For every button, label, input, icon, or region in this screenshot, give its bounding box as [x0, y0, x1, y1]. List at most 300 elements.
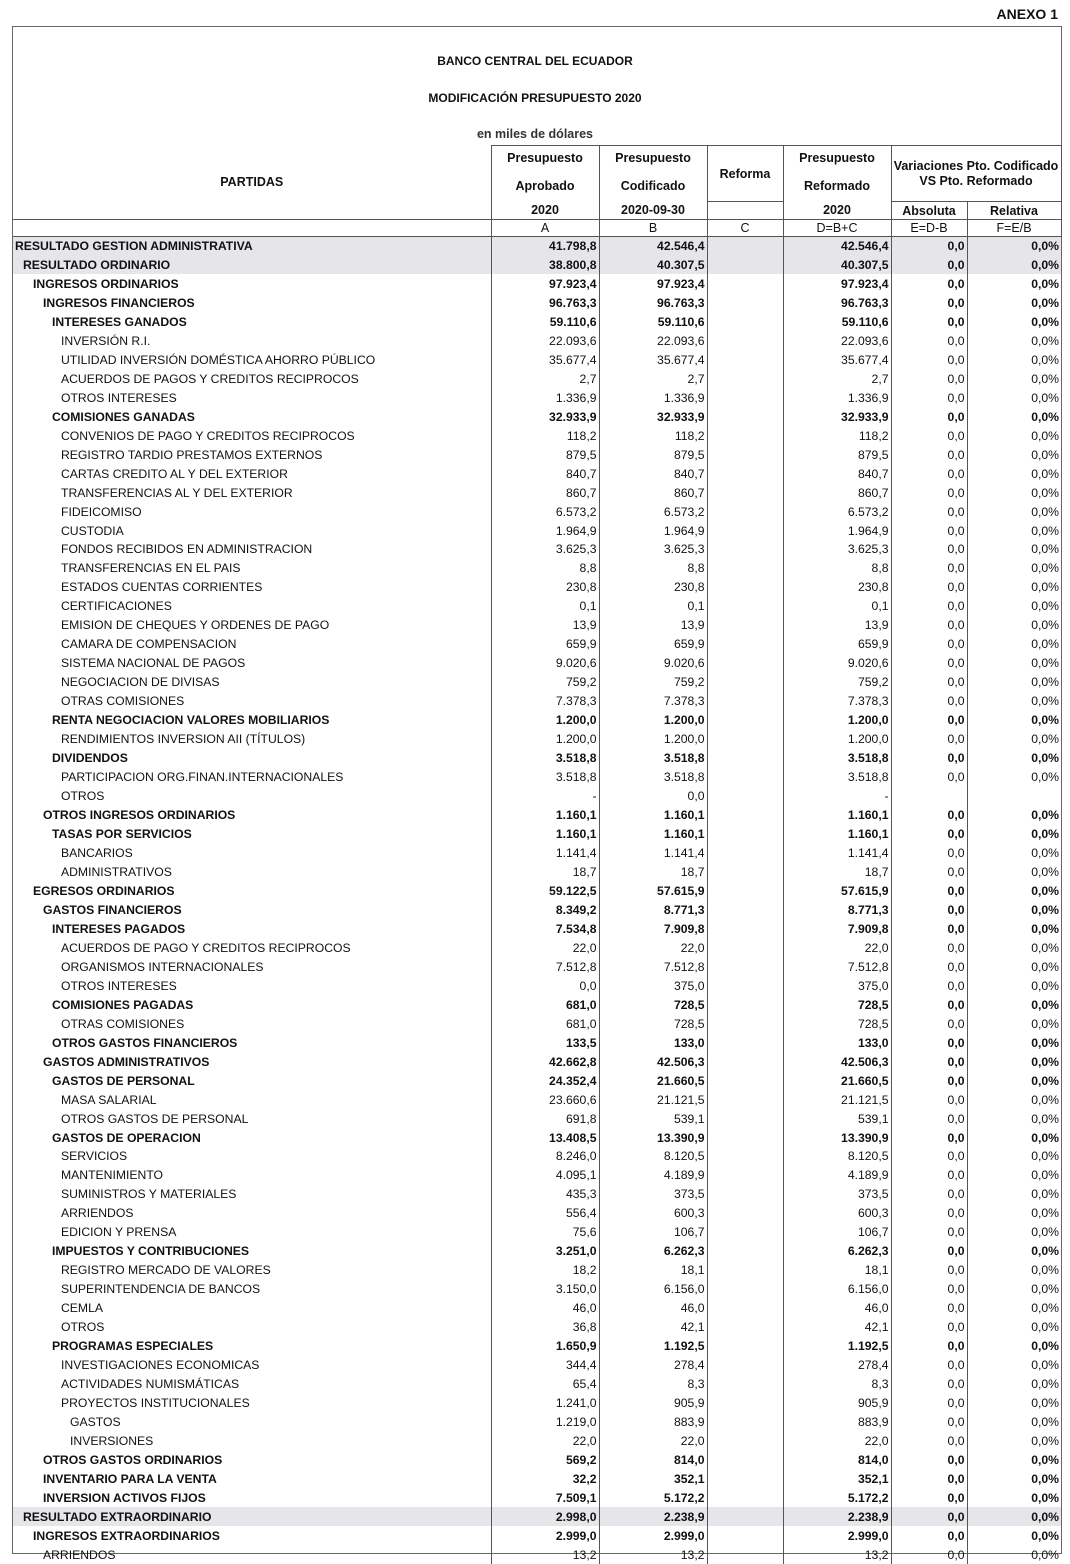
row-label: OTROS INTERESES [61, 978, 177, 993]
table-row [13, 844, 1061, 863]
cell-e: 0,0 [891, 919, 967, 938]
row-label: ESTADOS CUENTAS CORRIENTES [61, 580, 263, 595]
row-label: SERVICIOS [61, 1149, 128, 1164]
cell-b: 5.172,2 [599, 1488, 707, 1507]
cell-d: 0,1 [783, 597, 891, 616]
table-row [13, 407, 1061, 426]
cell-e: 0,0 [891, 673, 967, 692]
cell-c [707, 1052, 783, 1071]
row-label: INVERSIONES [70, 1434, 154, 1449]
cell-f: 0,0% [967, 806, 1061, 825]
table-row [13, 730, 1061, 749]
cell-c [707, 1337, 783, 1356]
cell-d: 13,2 [783, 1545, 891, 1564]
cell-e: 0,0 [891, 274, 967, 293]
table-row [13, 237, 1061, 256]
cell-f: 0,0% [967, 1356, 1061, 1375]
table-row [13, 900, 1061, 919]
cell-a: 7.512,8 [491, 957, 599, 976]
cell-a: 569,2 [491, 1451, 599, 1470]
cell-c [707, 711, 783, 730]
cell-d: 8,3 [783, 1375, 891, 1394]
cell-f: 0,0% [967, 1469, 1061, 1488]
cell-e: 0,0 [891, 1261, 967, 1280]
table-row [13, 483, 1061, 502]
row-label: OTROS INTERESES [61, 390, 177, 405]
cell-f: 0,0% [967, 521, 1061, 540]
cell-f: 0,0% [967, 1071, 1061, 1090]
header-d-mid: Reformado [783, 170, 891, 202]
row-label: CEMLA [61, 1301, 103, 1316]
row-label: BANCARIOS [61, 845, 133, 860]
row-label: INTERESES PAGADOS [52, 921, 186, 936]
cell-a: 18,2 [491, 1261, 599, 1280]
cell-a: 18,7 [491, 862, 599, 881]
cell-b: 8,3 [599, 1375, 707, 1394]
table-row [13, 1299, 1061, 1318]
cell-a: 1.650,9 [491, 1337, 599, 1356]
header-reforma: Reforma [707, 146, 783, 202]
cell-e: 0,0 [891, 900, 967, 919]
cell-f: 0,0% [967, 1432, 1061, 1451]
row-label: OTROS [61, 789, 105, 804]
table-header [13, 146, 1061, 237]
cell-a: 879,5 [491, 445, 599, 464]
cell-e: 0,0 [891, 1052, 967, 1071]
cell-e: 0,0 [891, 844, 967, 863]
table-row [13, 881, 1061, 900]
cell-d: 18,1 [783, 1261, 891, 1280]
cell-a: 32,2 [491, 1469, 599, 1488]
cell-e: 0,0 [891, 1432, 967, 1451]
cell-a: 8.349,2 [491, 900, 599, 919]
cell-b: 133,0 [599, 1033, 707, 1052]
cell-b: 373,5 [599, 1185, 707, 1204]
cell-c [707, 559, 783, 578]
cell-e: 0,0 [891, 825, 967, 844]
header-b-mid: Codificado [599, 170, 707, 202]
cell-a: 65,4 [491, 1375, 599, 1394]
cell-c [707, 274, 783, 293]
row-label: ACTIVIDADES NUMISMÁTICAS [61, 1377, 240, 1392]
cell-a: 1.160,1 [491, 806, 599, 825]
cell-e: 0,0 [891, 1128, 967, 1147]
table-row [13, 1469, 1061, 1488]
cell-e: 0,0 [891, 730, 967, 749]
cell-b: 42.546,4 [599, 237, 707, 256]
header-a-year: 2020 [491, 202, 599, 220]
cell-e: 0,0 [891, 578, 967, 597]
table-row [13, 331, 1061, 350]
cell-d: 7.909,8 [783, 919, 891, 938]
table-body [13, 237, 1061, 1564]
header-a-key: A [491, 220, 599, 237]
cell-b: 8.771,3 [599, 900, 707, 919]
cell-b: 1.141,4 [599, 844, 707, 863]
cell-c [707, 1451, 783, 1470]
cell-f: 0,0% [967, 1204, 1061, 1223]
cell-d: 40.307,5 [783, 255, 891, 274]
row-label: FIDEICOMISO [61, 504, 142, 519]
cell-c [707, 1242, 783, 1261]
cell-f: 0,0% [967, 1128, 1061, 1147]
cell-a: 96.763,3 [491, 293, 599, 312]
cell-a: 7.534,8 [491, 919, 599, 938]
cell-c [707, 483, 783, 502]
cell-c [707, 787, 783, 806]
table-row [13, 1261, 1061, 1280]
header-a-mid: Aprobado [491, 170, 599, 202]
cell-a: 6.573,2 [491, 502, 599, 521]
row-label: FONDOS RECIBIDOS EN ADMINISTRACION [61, 542, 313, 557]
cell-d: 22,0 [783, 938, 891, 957]
cell-e: 0,0 [891, 502, 967, 521]
cell-b: 32.933,9 [599, 407, 707, 426]
table-row [13, 578, 1061, 597]
cell-c [707, 464, 783, 483]
table-row [13, 749, 1061, 768]
cell-d: 814,0 [783, 1451, 891, 1470]
header-c-blank [707, 202, 783, 220]
cell-d: 3.518,8 [783, 768, 891, 787]
cell-f: 0,0% [967, 995, 1061, 1014]
cell-d: 759,2 [783, 673, 891, 692]
cell-a: 13.408,5 [491, 1128, 599, 1147]
row-label: SUPERINTENDENCIA DE BANCOS [61, 1282, 261, 1297]
table-row [13, 1147, 1061, 1166]
row-label: IMPUESTOS Y CONTRIBUCIONES [52, 1244, 250, 1259]
header-b-year: 2020-09-30 [599, 202, 707, 220]
cell-e: 0,0 [891, 293, 967, 312]
cell-d: 659,9 [783, 635, 891, 654]
cell-a: 1.141,4 [491, 844, 599, 863]
cell-d: 840,7 [783, 464, 891, 483]
cell-a: 38.800,8 [491, 255, 599, 274]
cell-f: 0,0% [967, 1223, 1061, 1242]
cell-f: 0,0% [967, 881, 1061, 900]
cell-f: 0,0% [967, 1413, 1061, 1432]
table-row [13, 1242, 1061, 1261]
cell-f: 0,0% [967, 426, 1061, 445]
row-label: RENDIMIENTOS INVERSION AII (TÍTULOS) [61, 732, 306, 747]
cell-d: 1.336,9 [783, 388, 891, 407]
cell-c [707, 806, 783, 825]
cell-b: 728,5 [599, 995, 707, 1014]
row-label: REGISTRO TARDIO PRESTAMOS EXTERNOS [61, 447, 323, 462]
cell-c [707, 692, 783, 711]
table-row [13, 1204, 1061, 1223]
table-row [13, 521, 1061, 540]
cell-a: 2,7 [491, 369, 599, 388]
table-row [13, 654, 1061, 673]
cell-f: 0,0% [967, 464, 1061, 483]
cell-e: 0,0 [891, 1375, 967, 1394]
cell-a: - [491, 787, 599, 806]
cell-b: 13.390,9 [599, 1128, 707, 1147]
cell-a: 7.509,1 [491, 1488, 599, 1507]
cell-c [707, 1204, 783, 1223]
cell-c [707, 407, 783, 426]
cell-e: 0,0 [891, 369, 967, 388]
row-label: OTRAS COMISIONES [61, 1016, 185, 1031]
table-row [13, 1280, 1061, 1299]
cell-c [707, 1318, 783, 1337]
cell-d: 883,9 [783, 1413, 891, 1432]
row-label: COMISIONES GANADAS [52, 409, 195, 424]
cell-c [707, 1432, 783, 1451]
cell-c [707, 995, 783, 1014]
cell-d: 1.160,1 [783, 825, 891, 844]
cell-b: 18,1 [599, 1261, 707, 1280]
cell-a: 9.020,6 [491, 654, 599, 673]
cell-c [707, 1469, 783, 1488]
cell-d: 860,7 [783, 483, 891, 502]
cell-a: 1.964,9 [491, 521, 599, 540]
cell-e: 0,0 [891, 1280, 967, 1299]
cell-d: 7.378,3 [783, 692, 891, 711]
cell-d: 42.546,4 [783, 237, 891, 256]
cell-e: 0,0 [891, 1356, 967, 1375]
cell-c [707, 293, 783, 312]
cell-c [707, 369, 783, 388]
cell-e: 0,0 [891, 938, 967, 957]
organization-title: BANCO CENTRAL DEL ECUADOR [437, 54, 633, 68]
cell-a: 22,0 [491, 1432, 599, 1451]
cell-d: - [783, 787, 891, 806]
cell-a: 3.518,8 [491, 768, 599, 787]
cell-c [707, 388, 783, 407]
cell-f: 0,0% [967, 825, 1061, 844]
header-relativa: Relativa [967, 202, 1061, 220]
cell-e: 0,0 [891, 862, 967, 881]
cell-a: 59.122,5 [491, 881, 599, 900]
row-label: OTROS [61, 1320, 105, 1335]
row-label: OTRAS COMISIONES [61, 694, 185, 709]
cell-a: 32.933,9 [491, 407, 599, 426]
cell-b: 879,5 [599, 445, 707, 464]
cell-a: 691,8 [491, 1109, 599, 1128]
cell-f: 0,0% [967, 237, 1061, 256]
cell-a: 24.352,4 [491, 1071, 599, 1090]
cell-b: 3.518,8 [599, 768, 707, 787]
cell-b: 759,2 [599, 673, 707, 692]
cell-f: 0,0% [967, 711, 1061, 730]
cell-a: 22,0 [491, 938, 599, 957]
table-row [13, 768, 1061, 787]
cell-b: 1.200,0 [599, 730, 707, 749]
table-row [13, 673, 1061, 692]
cell-c [707, 350, 783, 369]
cell-f: 0,0% [967, 1242, 1061, 1261]
table-row [13, 1432, 1061, 1451]
table-row [13, 635, 1061, 654]
cell-c [707, 768, 783, 787]
cell-f: 0,0% [967, 312, 1061, 331]
table-row [13, 388, 1061, 407]
cell-d: 9.020,6 [783, 654, 891, 673]
cell-b: 1.192,5 [599, 1337, 707, 1356]
cell-b: 4.189,9 [599, 1166, 707, 1185]
cell-b: 352,1 [599, 1469, 707, 1488]
cell-c [707, 976, 783, 995]
cell-e: 0,0 [891, 255, 967, 274]
table-row [13, 787, 1061, 806]
cell-a: 7.378,3 [491, 692, 599, 711]
table-row [13, 1185, 1061, 1204]
cell-a: 8,8 [491, 559, 599, 578]
cell-b: 1.200,0 [599, 711, 707, 730]
cell-e: 0,0 [891, 464, 967, 483]
cell-b: 57.615,9 [599, 881, 707, 900]
row-label: INGRESOS ORDINARIOS [33, 276, 179, 291]
cell-b: 13,9 [599, 616, 707, 635]
row-label: UTILIDAD INVERSIÓN DOMÉSTICA AHORRO PÚBLICO [61, 352, 376, 367]
cell-d: 57.615,9 [783, 881, 891, 900]
cell-e: 0,0 [891, 426, 967, 445]
cell-a: 8.246,0 [491, 1147, 599, 1166]
cell-d: 97.923,4 [783, 274, 891, 293]
cell-d: 3.518,8 [783, 749, 891, 768]
cell-f: 0,0% [967, 957, 1061, 976]
cell-a: 860,7 [491, 483, 599, 502]
table-row [13, 1090, 1061, 1109]
table-row [13, 1128, 1061, 1147]
cell-f: 0,0% [967, 1147, 1061, 1166]
cell-b: 7.512,8 [599, 957, 707, 976]
cell-a: 35.677,4 [491, 350, 599, 369]
cell-b: 97.923,4 [599, 274, 707, 293]
cell-c [707, 521, 783, 540]
cell-c [707, 1394, 783, 1413]
cell-e: 0,0 [891, 749, 967, 768]
row-label: RESULTADO EXTRAORDINARIO [13, 1507, 491, 1526]
cell-a: 840,7 [491, 464, 599, 483]
cell-b: 1.160,1 [599, 806, 707, 825]
table-row [13, 1488, 1061, 1507]
cell-c [707, 426, 783, 445]
header-e-key: E=D-B [891, 220, 967, 237]
cell-b: 21.121,5 [599, 1090, 707, 1109]
cell-c [707, 919, 783, 938]
row-label: GASTOS DE PERSONAL [52, 1073, 195, 1088]
cell-f: 0,0% [967, 1166, 1061, 1185]
cell-c [707, 255, 783, 274]
row-label: INGRESOS EXTRAORDINARIOS [33, 1528, 220, 1543]
row-label: EMISION DE CHEQUES Y ORDENES DE PAGO [61, 618, 330, 633]
cell-b: 6.156,0 [599, 1280, 707, 1299]
cell-a: 1.160,1 [491, 825, 599, 844]
cell-a: 23.660,6 [491, 1090, 599, 1109]
cell-d: 42,1 [783, 1318, 891, 1337]
row-label: INVESTIGACIONES ECONOMICAS [61, 1358, 260, 1373]
cell-b: 539,1 [599, 1109, 707, 1128]
table-row [13, 806, 1061, 825]
row-label: TRANSFERENCIAS EN EL PAIS [61, 561, 241, 576]
cell-c [707, 1507, 783, 1526]
row-label: INTERESES GANADOS [52, 314, 187, 329]
table-row [13, 426, 1061, 445]
row-label: PARTICIPACION ORG.FINAN.INTERNACIONALES [61, 770, 344, 785]
cell-c [707, 1280, 783, 1299]
cell-d: 728,5 [783, 995, 891, 1014]
cell-d: 18,7 [783, 862, 891, 881]
cell-b: 8,8 [599, 559, 707, 578]
cell-d: 13,9 [783, 616, 891, 635]
cell-e: 0,0 [891, 388, 967, 407]
table-row [13, 274, 1061, 293]
cell-d: 5.172,2 [783, 1488, 891, 1507]
cell-d: 6.156,0 [783, 1280, 891, 1299]
row-label: CARTAS CREDITO AL Y DEL EXTERIOR [61, 466, 288, 481]
cell-a: 344,4 [491, 1356, 599, 1375]
cell-a: 13,9 [491, 616, 599, 635]
cell-e: 0,0 [891, 1166, 967, 1185]
table-row [13, 1052, 1061, 1071]
cell-b: 883,9 [599, 1413, 707, 1432]
cell-d: 1.192,5 [783, 1337, 891, 1356]
cell-f: 0,0% [967, 1109, 1061, 1128]
cell-e: 0,0 [891, 331, 967, 350]
cell-e: 0,0 [891, 957, 967, 976]
cell-d: 600,3 [783, 1204, 891, 1223]
cell-b: 2.999,0 [599, 1526, 707, 1545]
header-d-year: 2020 [783, 202, 891, 220]
cell-c [707, 957, 783, 976]
row-label: CERTIFICACIONES [61, 599, 172, 614]
cell-e: 0,0 [891, 976, 967, 995]
table-row [13, 1375, 1061, 1394]
header-b-key: B [599, 220, 707, 237]
cell-b: 905,9 [599, 1394, 707, 1413]
header-a-top: Presupuesto [491, 146, 599, 170]
table-row [13, 464, 1061, 483]
cell-b: 600,3 [599, 1204, 707, 1223]
cell-c [707, 862, 783, 881]
cell-f: 0,0% [967, 749, 1061, 768]
cell-f: 0,0% [967, 559, 1061, 578]
cell-a: 1.336,9 [491, 388, 599, 407]
cell-d: 42.506,3 [783, 1052, 891, 1071]
cell-e: 0,0 [891, 692, 967, 711]
row-label: DIVIDENDOS [52, 751, 128, 766]
cell-d: 6.573,2 [783, 502, 891, 521]
cell-d: 118,2 [783, 426, 891, 445]
header-partidas-blank [13, 220, 491, 237]
cell-b: 22.093,6 [599, 331, 707, 350]
table-row [13, 1109, 1061, 1128]
cell-f: 0,0% [967, 1545, 1061, 1564]
table-row [13, 976, 1061, 995]
cell-e: 0,0 [891, 1318, 967, 1337]
cell-a: 556,4 [491, 1204, 599, 1223]
cell-c [707, 673, 783, 692]
cell-f: 0,0% [967, 900, 1061, 919]
cell-d: 4.189,9 [783, 1166, 891, 1185]
cell-f: 0,0% [967, 1090, 1061, 1109]
cell-b: 8.120,5 [599, 1147, 707, 1166]
cell-c [707, 578, 783, 597]
header-b-top: Presupuesto [599, 146, 707, 170]
cell-e: 0,0 [891, 654, 967, 673]
cell-e: 0,0 [891, 1014, 967, 1033]
cell-a: 659,9 [491, 635, 599, 654]
row-label: SISTEMA NACIONAL DE PAGOS [61, 656, 246, 671]
cell-b: 3.625,3 [599, 540, 707, 559]
table-row [13, 995, 1061, 1014]
cell-e: 0,0 [891, 1223, 967, 1242]
cell-b: 0,0 [599, 787, 707, 806]
cell-c [707, 881, 783, 900]
